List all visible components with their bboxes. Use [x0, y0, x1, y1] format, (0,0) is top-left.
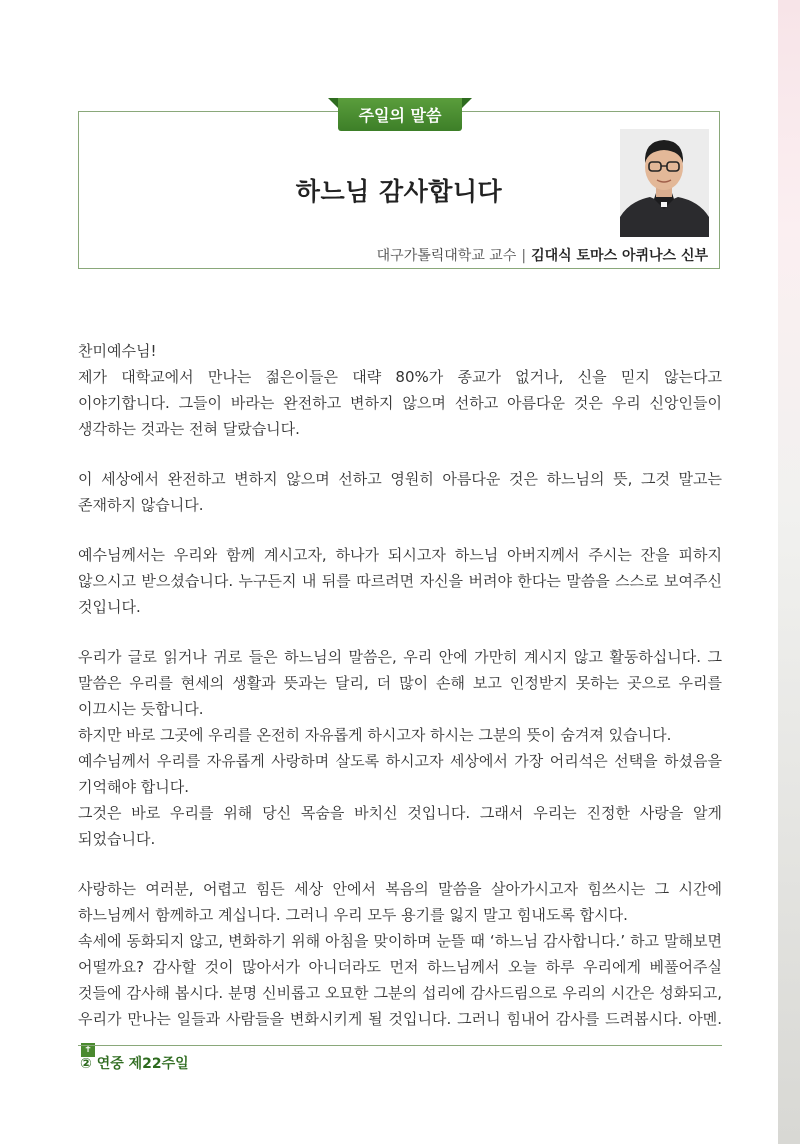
byline-separator: |: [521, 248, 527, 264]
greeting: 찬미예수님!: [78, 342, 157, 360]
page-footer: ② 연중 제22주일: [80, 1056, 189, 1072]
paragraph-gap: [78, 518, 722, 542]
paragraph-5b: 속세에 동화되지 않고, 변화하기 위해 아침을 맞이하며 눈뜰 때 ‘하느님 감사합니다.’ 하고 말해보면 어떨까요? 감사할 것이 많아서가 아니더라도 먼저 하느님께서 오늘 하루 우리에게 베풀어주실 것들에 감사해 봅시다. 분명 신비롭고 오묘한 그분의 섭리에 감사드림으로 우리의 시간은 성화되고, 우리가 만나는 일들과 사람들을 변화시키게 될 것입니다. 그러니 힘내어 감사를 드려봅시다. 아멘.: [78, 932, 722, 1028]
paragraph-4c: 예수님께서 우리를 자유롭게 사랑하며 살도록 하시고자 세상에서 가장 어리석은 선택을 하셨음을 기억해야 합니다.: [78, 752, 722, 796]
paragraph-4d: 그것은 바로 우리를 위해 당신 목숨을 바치신 것입니다. 그래서 우리는 진정한 사랑을 알게 되었습니다.: [78, 804, 722, 848]
byline-author: 김대식 토마스 아퀴나스 신부: [531, 248, 708, 264]
byline: [377, 245, 708, 265]
article-body: [78, 338, 722, 1058]
paragraph-5b-wrap: [78, 928, 722, 1058]
tag-ear-right: [462, 98, 472, 108]
tag-ear-left: [328, 98, 338, 108]
paragraph-5a: 사랑하는 여러분, 어렵고 힘든 세상 안에서 복음의 말씀을 살아가시고자 힘쓰시는 그 시간에 하느님께서 함께하고 계십니다. 그러니 우리 모두 용기를 잃지 말고 힘내도록 합시다.: [78, 880, 722, 924]
paragraph-4b: 하지만 바로 그곳에 우리를 온전히 자유롭게 하시고자 하시는 그분의 뜻이 숨겨져 있습니다.: [78, 726, 672, 744]
paragraph-3: 예수님께서는 우리와 함께 계시고자, 하나가 되시고자 하느님 아버지께서 주시는 잔을 피하지 않으시고 받으셨습니다. 누구든지 내 뒤를 따르려면 자신을 버려야 한다는 말씀을 스스로 보여주신 것입니다.: [78, 546, 722, 616]
paragraph-2: 이 세상에서 완전하고 변하지 않으며 선하고 영원히 아름다운 것은 하느님의 뜻, 그것 말고는 존재하지 않습니다.: [78, 470, 722, 514]
section-tag: [328, 98, 472, 131]
author-portrait-icon: [620, 129, 709, 237]
paragraph-gap: [78, 852, 722, 876]
paragraph-4a: 우리가 글로 읽거나 귀로 들은 하느님의 말씀은, 우리 안에 가만히 계시지 않고 활동하십니다. 그 말씀은 우리를 현세의 생활과 뜻과는 달리, 더 많이 손해 보고 인정받지 못하는 곳으로 우리를 이끄시는 듯합니다.: [78, 648, 722, 718]
page-title: 하느님 감사합니다: [295, 177, 503, 206]
paragraph-gap: [78, 442, 722, 466]
paragraph-1: 제가 대학교에서 만나는 젊은이들은 대략 80%가 종교가 없거나, 신을 믿지 않는다고 이야기합니다. 그들이 바라는 완전하고 변하지 않으며 선하고 아름다운 것은 우리 신앙인들이 생각하는 것과는 전혀 달랐습니다.: [78, 368, 722, 438]
end-mark-icon: ✝: [81, 1043, 95, 1057]
section-tag-label: 주일의 말씀: [338, 98, 462, 131]
footer-divider: [78, 1045, 722, 1046]
byline-affiliation: 대구가톨릭대학교 교수: [376, 248, 517, 264]
paragraph-gap: [78, 620, 722, 644]
page-edge-decoration: [778, 0, 800, 1144]
author-photo: [620, 129, 709, 237]
